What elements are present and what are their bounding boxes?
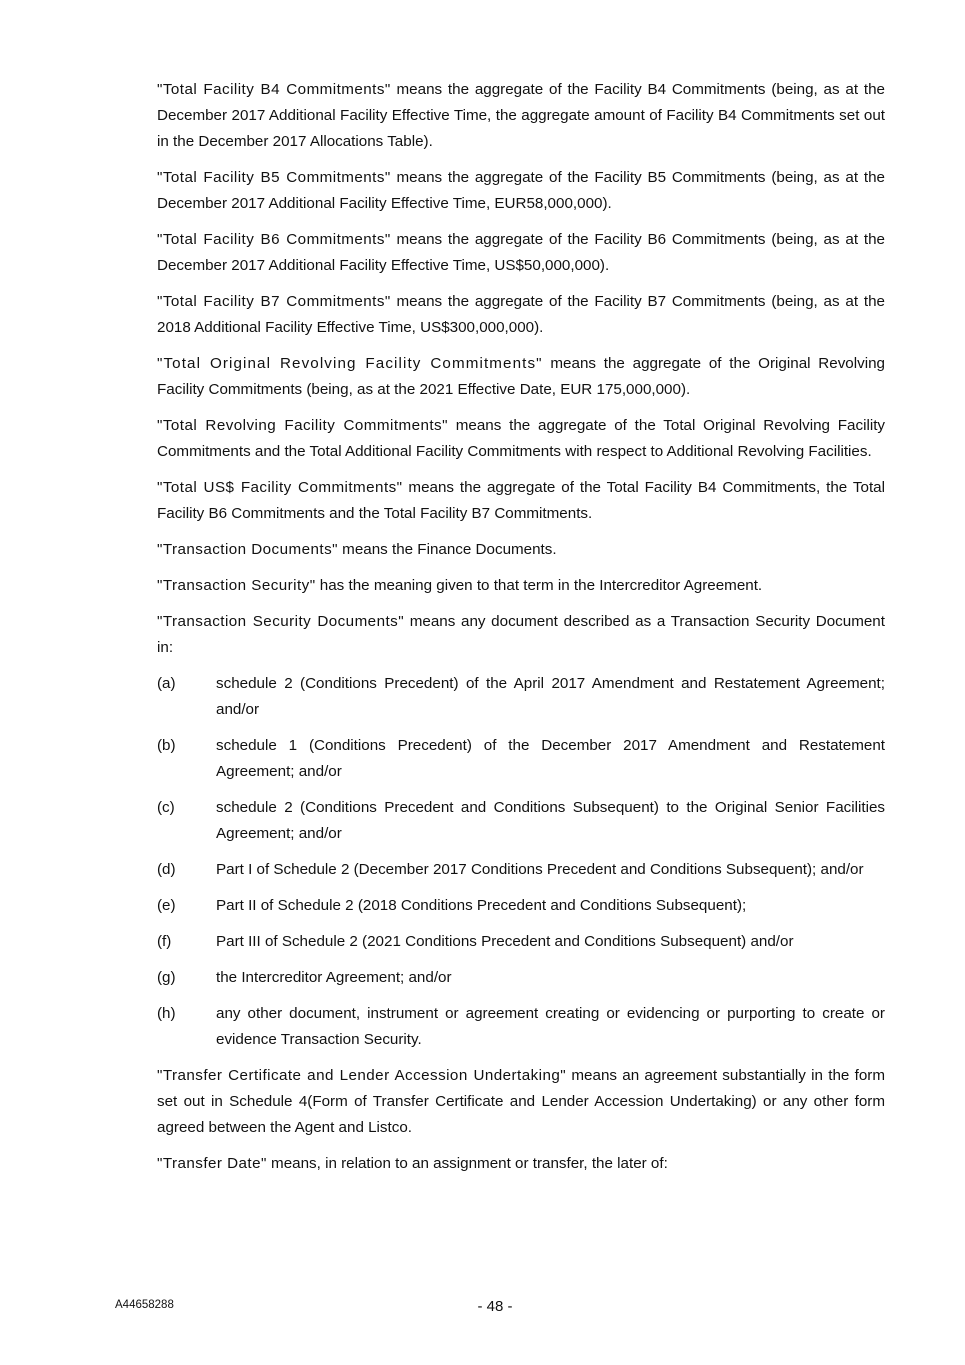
list-item-text: Part I of Schedule 2 (December 2017 Conditions Precedent and Conditions Subsequent); and/or	[216, 861, 864, 878]
definition-text: means the aggregate of the Facility B7 Commitments (being, as at the 2018 Additional Facility Effective Time, US$300,000,000).	[157, 293, 885, 336]
defined-term: "Total Facility B4 Commitments"	[157, 81, 391, 98]
definition-text: means the aggregate of the Original Revolving Facility Commitments (being, as at the 2021 Effective Date, EUR 175,000,000).	[157, 355, 885, 398]
list-item	[157, 795, 885, 847]
defined-term: "Transaction Security"	[157, 577, 316, 594]
defined-term: "Total Facility B5 Commitments"	[157, 169, 391, 186]
list-item-text: schedule 1 (Conditions Precedent) of the December 2017 Amendment and Restatement Agreement; and/or	[216, 737, 885, 780]
definition-total-revolving	[157, 413, 885, 465]
defined-term: "Total US$ Facility Commitments"	[157, 479, 403, 496]
definition-text: has the meaning given to that term in the Intercreditor Agreement.	[315, 577, 763, 594]
definition-text: means the aggregate of the Facility B6 Commitments (being, as at the December 2017 Additional Facility Effective Time, US$50,000,000).	[157, 231, 885, 274]
definition-text: means, in relation to an assignment or transfer, the later of:	[266, 1155, 668, 1172]
list-item-label: (c)	[157, 799, 175, 816]
page-number: - 48 -	[477, 1298, 513, 1315]
list-item-text: Part III of Schedule 2 (2021 Conditions Precedent and Conditions Subsequent) and/or	[216, 933, 794, 950]
definition-total-facility-b5	[157, 165, 885, 217]
definition-text: means the Finance Documents.	[337, 541, 557, 558]
definition-total-usd-facility	[157, 475, 885, 527]
definition-transaction-security	[157, 573, 885, 599]
definition-transfer-certificate	[157, 1063, 885, 1141]
defined-term: "Total Facility B6 Commitments"	[157, 231, 391, 248]
list-item-label: (g)	[157, 969, 176, 986]
defined-term: "Transaction Documents"	[157, 541, 338, 558]
list-item	[157, 893, 885, 919]
definition-text: means the aggregate of the Total Facility B4 Commitments, the Total Facility B6 Commitments and the Total Facility B7 Commitments.	[157, 479, 885, 522]
document-reference: A44658288	[115, 1299, 174, 1311]
list-item-text: the Intercreditor Agreement; and/or	[216, 969, 452, 986]
list-item	[157, 965, 885, 991]
definition-total-original-revolving	[157, 351, 885, 403]
list-item-text: any other document, instrument or agreement creating or evidencing or purporting to create or evidence Transaction Security.	[216, 1005, 885, 1048]
list-item-text: schedule 2 (Conditions Precedent) of the April 2017 Amendment and Restatement Agreement; and/or	[216, 675, 885, 718]
list-item	[157, 929, 885, 955]
list-item-text: schedule 2 (Conditions Precedent and Conditions Subsequent) to the Original Senior Facilities Agreement; and/or	[216, 799, 885, 842]
document-body	[157, 77, 885, 1187]
definition-text: means the aggregate of the Total Original Revolving Facility Commitments and the Total Additional Facility Commitments with respect to Additional Revolving Facilities.	[157, 417, 886, 460]
definition-text: means the aggregate of the Facility B5 Commitments (being, as at the December 2017 Additional Facility Effective Time, EUR58,000,000).	[157, 169, 885, 212]
definition-total-facility-b4	[157, 77, 885, 155]
list-item-label: (a)	[157, 675, 176, 692]
definition-total-facility-b6	[157, 227, 885, 279]
defined-term: "Transfer Certificate and Lender Accession Undertaking"	[157, 1067, 567, 1084]
list-item	[157, 733, 885, 785]
defined-term: "Total Facility B7 Commitments"	[157, 293, 391, 310]
definition-text: means the aggregate of the Facility B4 Commitments (being, as at the December 2017 Additional Facility Effective Time, the aggregate amount of Facility B4 Commitments set out in the December 2017 Allocations Table).	[157, 81, 885, 150]
definition-transfer-date	[157, 1151, 885, 1177]
defined-term: "Transfer Date"	[157, 1155, 267, 1172]
list-item-text: Part II of Schedule 2 (2018 Conditions Precedent and Conditions Subsequent);	[216, 897, 747, 914]
definition-total-facility-b7	[157, 289, 885, 341]
list-item-label: (h)	[157, 1005, 176, 1022]
list-item	[157, 671, 885, 723]
definition-text: means any document described as a Transaction Security Document in:	[157, 613, 885, 656]
list-item	[157, 1001, 885, 1053]
defined-term: "Total Original Revolving Facility Commitments"	[157, 355, 543, 372]
list-item-label: (f)	[157, 933, 172, 950]
list-item-label: (d)	[157, 861, 176, 878]
list-item-label: (b)	[157, 737, 176, 754]
list-item	[157, 857, 885, 883]
definition-text: means an agreement substantially in the form set out in Schedule 4(Form of Transfer Certificate and Lender Accession Undertaking) or any other form agreed between the Agent and Listco.	[157, 1067, 885, 1136]
definition-transaction-documents	[157, 537, 885, 563]
defined-term: "Transaction Security Documents"	[157, 613, 405, 630]
list-item-label: (e)	[157, 897, 176, 914]
definition-transaction-security-documents	[157, 609, 885, 661]
defined-term: "Total Revolving Facility Commitments"	[157, 417, 448, 434]
